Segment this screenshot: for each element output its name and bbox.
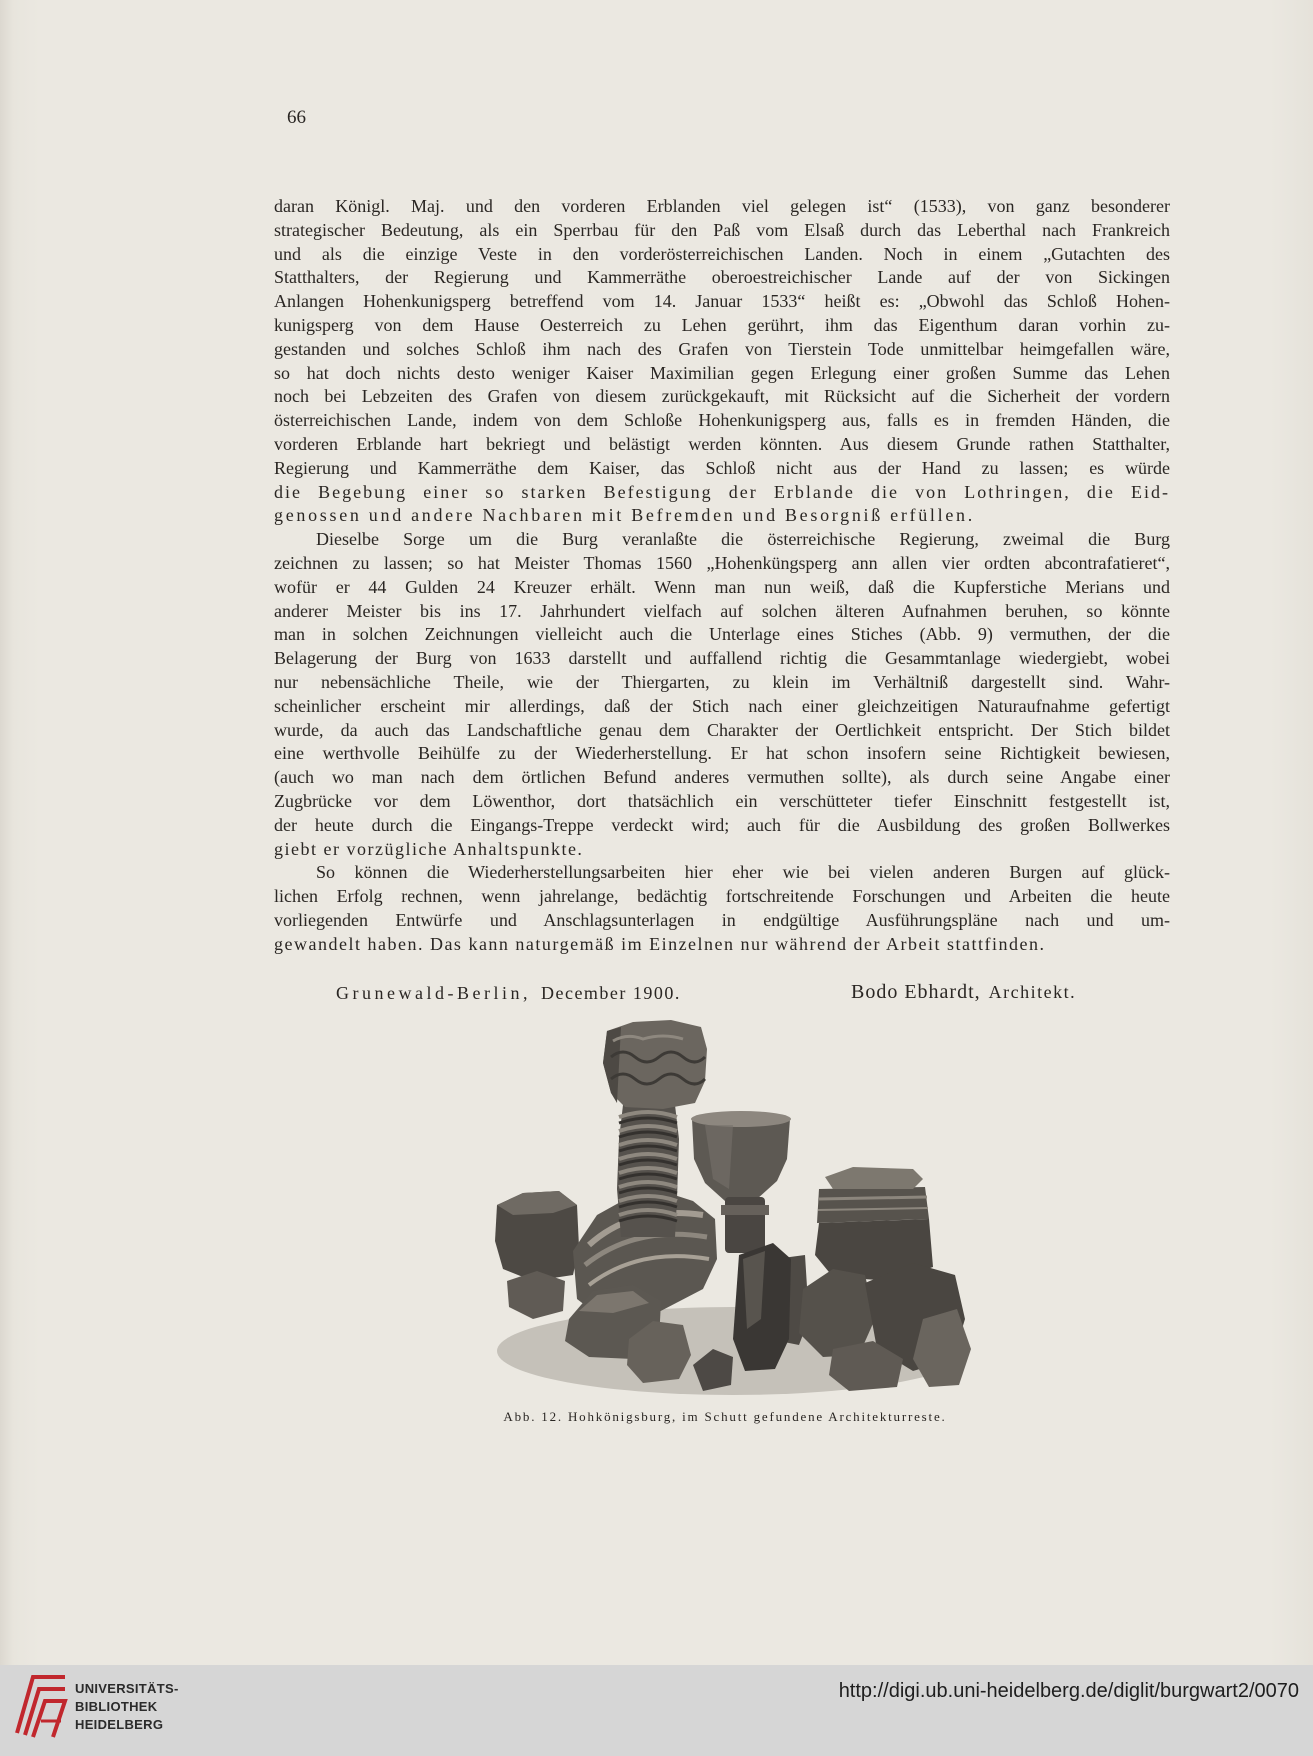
paragraph bbox=[274, 861, 1170, 956]
text-line: daran Königl. Maj. und den vorderen Erblanden viel gelegen ist“ (1533), von ganz besonderer bbox=[274, 196, 1170, 216]
text-line: lichen Erfolg rechnen, wenn jahrelange, bedächtig fortschreitende Forschungen und Arbeiten die heute bbox=[274, 886, 1170, 907]
text-line: So können die Wiederherstellungsarbeiten hier eher wie bei vielen anderen Burgen auf glück- bbox=[316, 862, 1170, 883]
text-line: und als die einzige Veste in den vorderösterreichischen Landen. Noch in einem „Gutachten des bbox=[274, 243, 1170, 264]
text-line: gewandelt haben. Das kann naturgemäß im Einzelnen nur während der Arbeit stattfinden. bbox=[274, 933, 1046, 954]
paragraph bbox=[274, 195, 1170, 528]
text-line: Dieselbe Sorge um die Burg veranlaßte die österreichische Regierung, zweimal die Burg bbox=[316, 529, 1170, 550]
library-name-line: UNIVERSITÄTS- bbox=[75, 1681, 179, 1696]
figure-photo-architectural-fragments bbox=[493, 1019, 975, 1397]
text-line: vorderen Erblande hart bekriegt und belästigt werden könnten. Aus diesem Grunde rathen Statthalter, bbox=[274, 433, 1170, 454]
closing-place-date bbox=[336, 980, 681, 1006]
text-line: wofür er 44 Gulden 24 Kreuzer erhält. Wenn man nun weiß, daß die Kupferstiche Merians und bbox=[274, 576, 1170, 597]
closing-date: December 1900. bbox=[540, 983, 681, 1003]
ub-heidelberg-logo-icon bbox=[11, 1671, 69, 1739]
text-line: Zugbrücke vor dem Löwenthor, dort thatsächlich ein verschütteter tiefer Einschnitt festgestellt ist, bbox=[274, 790, 1170, 811]
text-line: giebt er vorzügliche Anhaltspunkte. bbox=[274, 838, 584, 859]
text-line: der heute durch die Eingangs-Treppe verdeckt wird; auch für die Ausbildung des großen Bollwerkes bbox=[274, 814, 1170, 835]
text-line: die Begebung einer so starken Befestigung der Erblande die von Lothringen, die Eid- bbox=[274, 481, 1170, 502]
text-line: nur nebensächliche Theile, wie der Thiergarten, zu klein im Verhältniß dargestellt sind. Wahr- bbox=[274, 671, 1170, 692]
text-line: gestanden und solches Schloß ihm nach des Grafen von Tierstein Tode unmittelbar heimgefallen wäre, bbox=[274, 338, 1170, 359]
small-stone bbox=[507, 1271, 565, 1319]
text-line: (auch wo man nach dem örtlichen Befund anderes vermuthen sollte), als durch seine Angabe einer bbox=[274, 767, 1170, 788]
text-line: wurde, da auch das Landschaftliche genau dem Charakter der Oertlichkeit entspricht. Der Stich bildet bbox=[274, 719, 1170, 740]
text-line: Belagerung der Burg von 1633 darstellt und auffallend richtig die Gesammtanlage wiedergiebt, wobei bbox=[274, 648, 1170, 669]
library-name-line: BIBLIOTHEK bbox=[75, 1699, 158, 1714]
author-signature bbox=[851, 979, 1076, 1005]
text-line: zeichnen zu lassen; so hat Meister Thomas 1560 „Hohenküngsperg ann allen vier ordten abcontrafatieret“, bbox=[274, 552, 1170, 573]
text-line: anderer Meister bis ins 17. Jahrhundert vielfach auf solchen älteren Aufnahmen beruhen, so könnte bbox=[274, 600, 1170, 621]
figure-caption: Abb. 12. Hohkönigsburg, im Schutt gefundene Architekturreste. bbox=[503, 1409, 947, 1424]
text-line: kunigsperg von dem Hause Oesterreich zu Lehen gerührt, ihm das Eigenthum daran vorhin zu- bbox=[274, 314, 1170, 335]
text-line: Anlangen Hohenkunigsperg betreffend vom 14. Januar 1533“ heißt es: „Obwohl das Schloß Hohen- bbox=[274, 291, 1170, 312]
author-name: Bodo Ebhardt, bbox=[851, 981, 981, 1003]
library-name bbox=[75, 1680, 179, 1734]
permalink-url: http://digi.ub.uni-heidelberg.de/diglit/burgwart2/0070 bbox=[838, 1680, 1299, 1702]
closing-place: Grunewald-Berlin, bbox=[336, 983, 531, 1003]
text-line: österreichischen Lande, indem von dem Schloße Hohenkunigsperg aus, falls es in fremden Händen, die bbox=[274, 410, 1170, 431]
body-text bbox=[274, 195, 1170, 957]
text-line: man in solchen Zeichnungen vielleicht auch die Unterlage eines Stiches (Abb. 9) vermuthen, der die bbox=[274, 624, 1170, 645]
text-line: Statthalters, der Regierung und Kammerräthe oberoestreichischer Lande auf der von Sickingen bbox=[274, 267, 1170, 288]
library-name-line: HEIDELBERG bbox=[75, 1717, 164, 1732]
text-line: genossen und andere Nachbaren mit Befremden und Besorgniß erfüllen. bbox=[274, 505, 975, 526]
text-line: noch bei Lebzeiten des Grafen von diesem zurückgekauft, mit Rücksicht auf die Sicherheit der vordern bbox=[274, 386, 1170, 407]
author-title: Architekt. bbox=[988, 982, 1077, 1002]
column-shaft bbox=[617, 1105, 679, 1237]
dark-front-stone bbox=[733, 1243, 791, 1371]
left-stone-block bbox=[495, 1191, 579, 1281]
text-line: Regierung und Kammerräthe dem Kaiser, das Schloß nicht aus der Hand zu lassen; es würde bbox=[274, 457, 1170, 478]
text-line: vorliegenden Entwürfe und Anschlagsunterlagen in endgültige Ausführungspläne nach und um- bbox=[274, 909, 1170, 930]
text-line: strategischer Bedeutung, als ein Sperrbau für den Paß vom Elsaß durch das Leberthal nach Frankreich bbox=[274, 219, 1170, 240]
text-line: eine werthvolle Beihülfe zu der Wiederherstellung. Er hat schon insofern seine Richtigkeit bewiesen, bbox=[274, 743, 1170, 764]
page-number: 66 bbox=[287, 107, 306, 128]
text-line: so hat doch nichts desto weniger Kaiser Maximilian gegen Erlegung einer großen Summe das Lehen bbox=[274, 362, 1170, 383]
paragraph bbox=[274, 528, 1170, 861]
column-capital bbox=[603, 1020, 707, 1109]
library-footer bbox=[0, 1665, 1313, 1756]
text-line: scheinlicher erscheint mir allerdings, daß der Stich nach einer gleichzeitigen Naturaufnahme gefertigt bbox=[274, 695, 1170, 716]
